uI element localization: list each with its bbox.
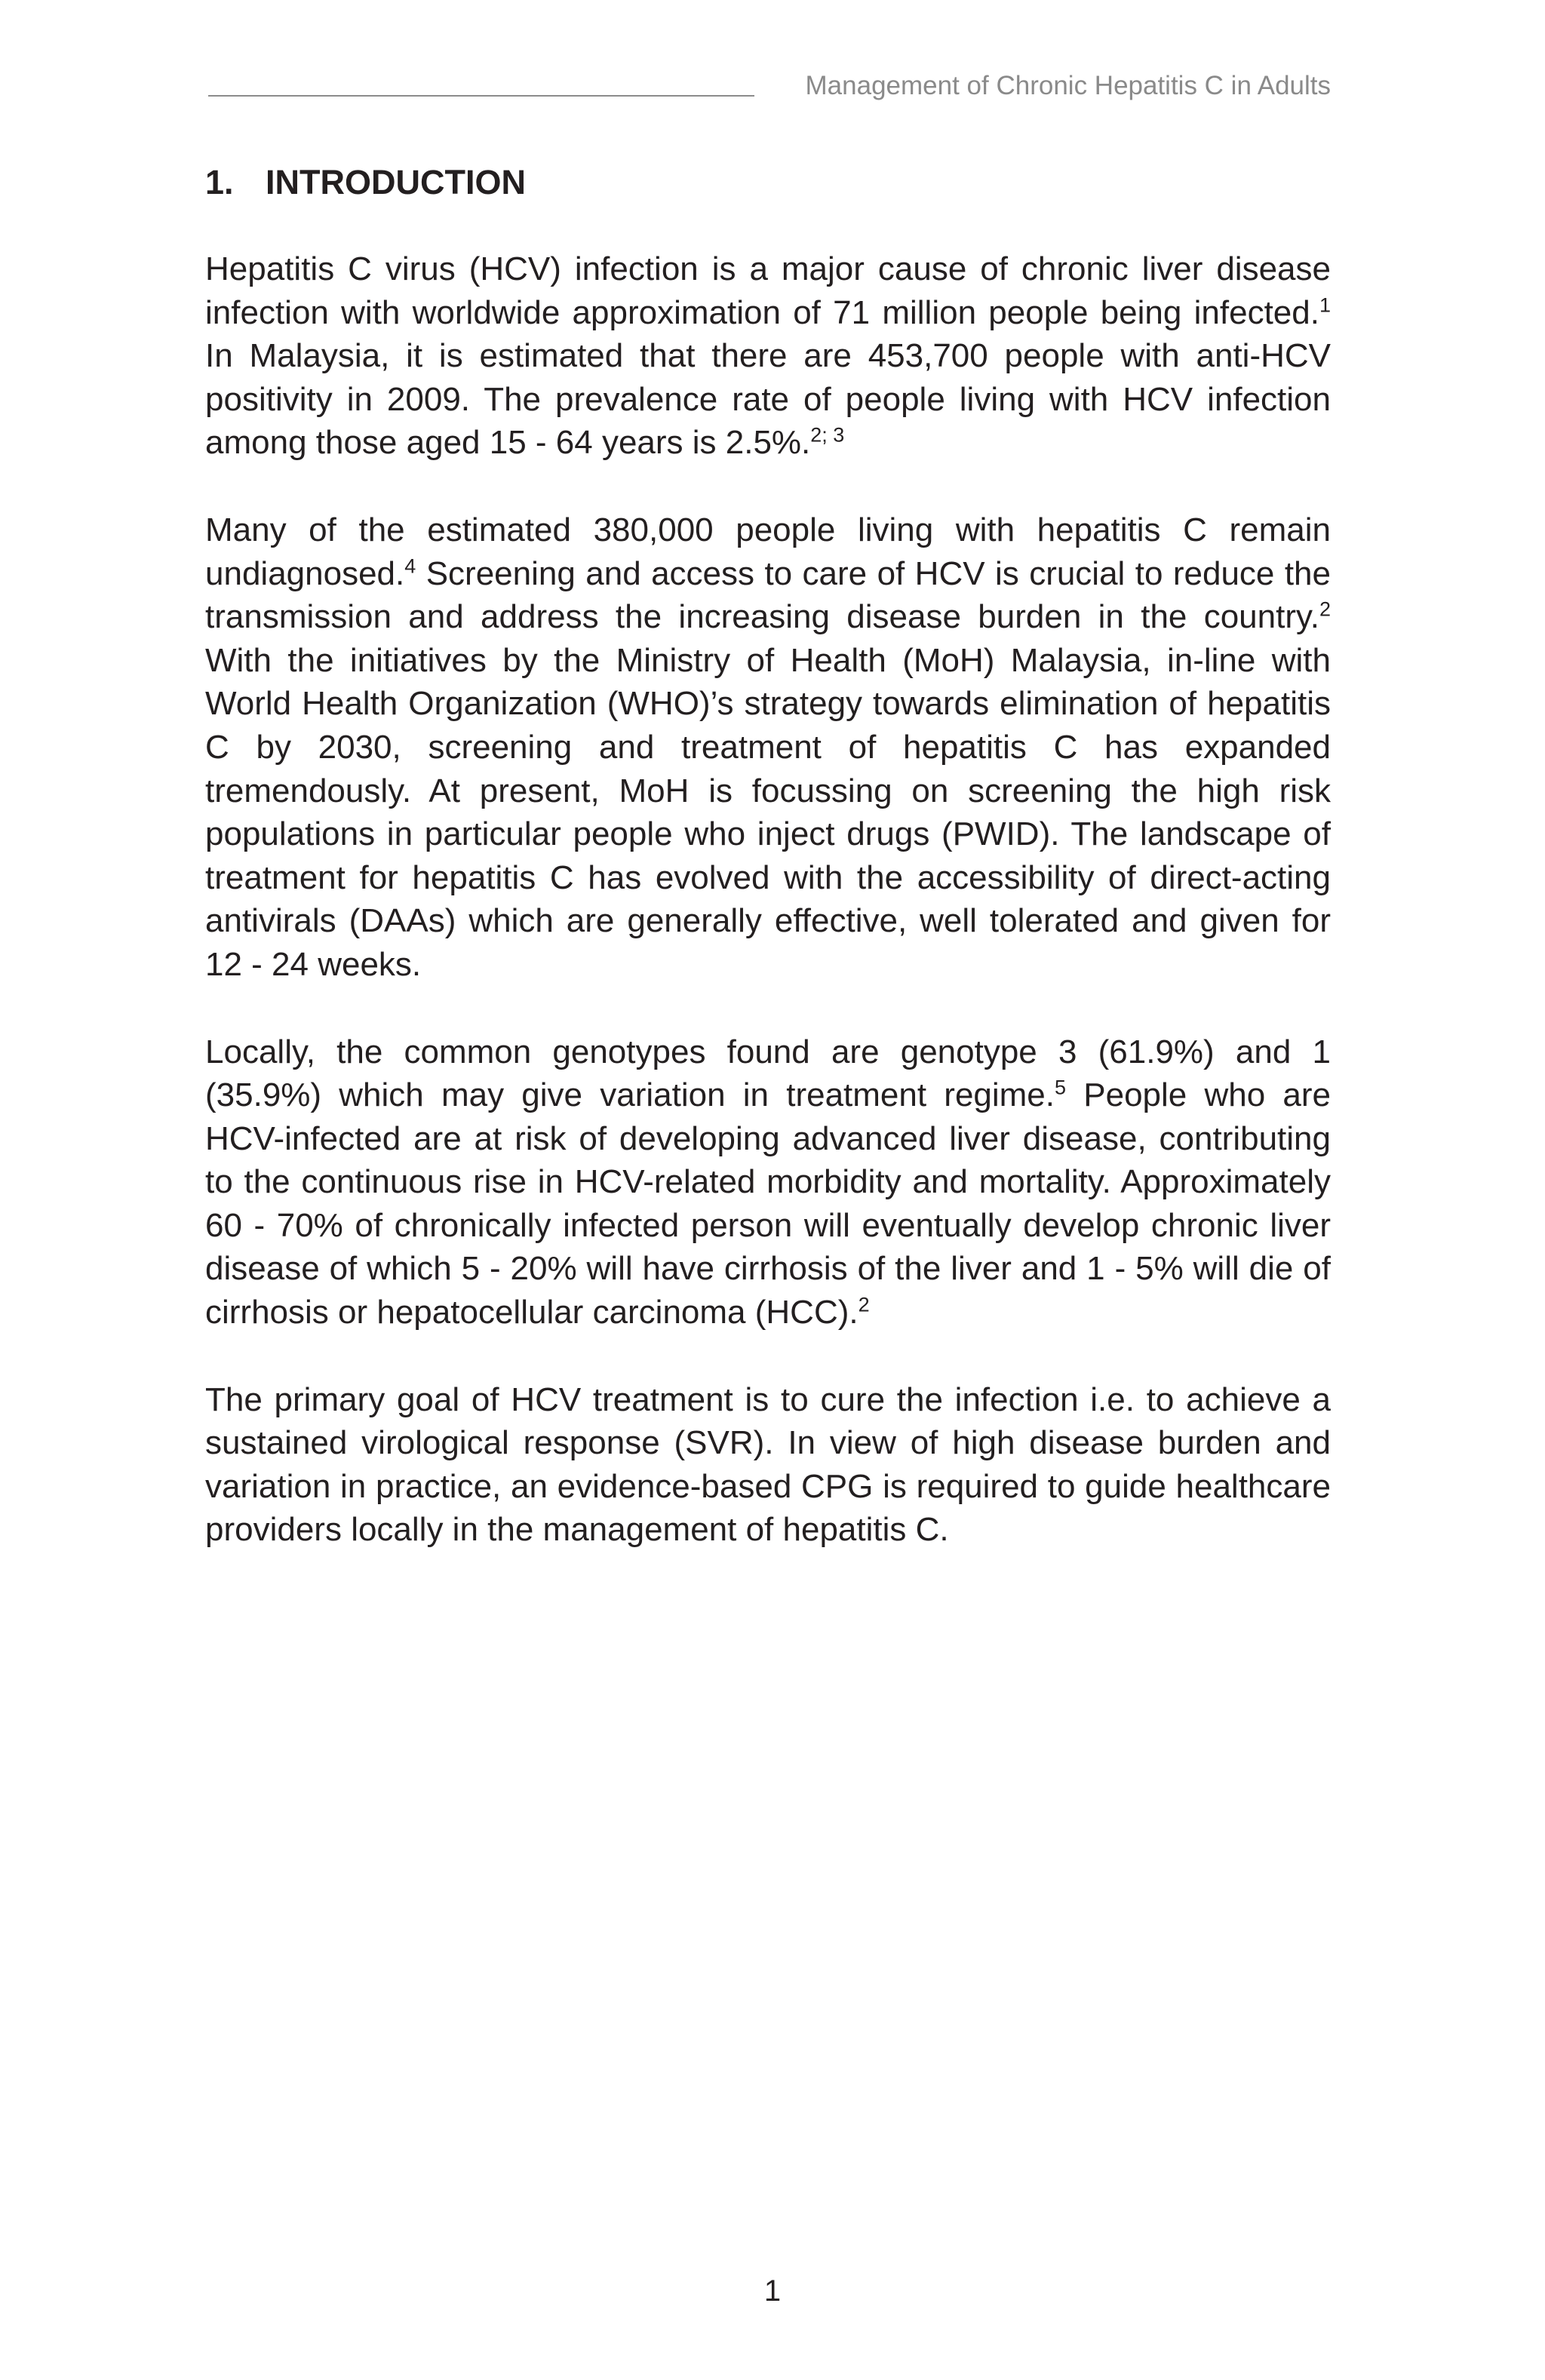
citation-ref: 4: [404, 554, 416, 577]
citation-ref: 2: [858, 1293, 870, 1316]
page-number: 1: [763, 2274, 782, 2308]
paragraph-2-text-a: Many of the estimated 380,000 people living with hepatitis C remain undiagnosed.: [205, 511, 1331, 592]
running-header: Management of Chronic Hepatitis C in Adults: [805, 71, 1331, 100]
paragraph-3: [205, 1030, 1331, 1334]
citation-ref: 2; 3: [810, 423, 845, 447]
header-rule: [208, 95, 754, 97]
paragraph-4-text-a: The primary goal of HCV treatment is to cure the infection i.e. to achieve a sustained virological response (SVR). In view of high disease burden and variation in practice, an evidence-based CPG is required to guide healthcare providers locally in the management of hepatitis C.: [205, 1380, 1331, 1549]
paragraph-2-text-c: With the initiatives by the Ministry of Health (MoH) Malaysia, in-line with World Health Organization (WHO)’s strategy towards elimination of hepatitis C by 2030, screening and treatment of hepatitis C has expanded tremendously. At present, MoH is focussing on screening the high risk populations in particular people who inject drugs (PWID). The landscape of treatment for hepatitis C has evolved with the accessibility of direct-acting antivirals (DAAs) which are generally effective, well tolerated and given for 12 - 24 weeks.: [205, 641, 1331, 983]
body-text: [205, 247, 1331, 1595]
paragraph-1: [205, 247, 1331, 465]
paragraph-3-text-a: Locally, the common genotypes found are genotype 3 (61.9%) and 1 (35.9%) which may give variation in treatment regime.: [205, 1033, 1331, 1114]
section-heading: [205, 163, 526, 202]
paragraph-1-text-b: In Malaysia, it is estimated that there are 453,700 people with anti-HCV positivity in 2009. The prevalence rate of people living with HCV infection among those aged 15 - 64 years is 2.5%.: [205, 337, 1331, 462]
section-title: INTRODUCTION: [266, 163, 526, 201]
paragraph-3-text-b: People who are HCV-infected are at risk of developing advanced liver disease, contributing to the continuous rise in HCV-related morbidity and mortality. Approximately 60 - 70% of chronically infected person will eventually develop chronic liver disease of which 5 - 20% will have cirrhosis of the liver and 1 - 5% will die of cirrhosis or hepatocellular carcinoma (HCC).: [205, 1076, 1331, 1331]
section-number: 1.: [205, 163, 234, 201]
citation-ref: 2: [1319, 597, 1331, 621]
citation-ref: 5: [1055, 1076, 1067, 1099]
paragraph-2: [205, 508, 1331, 987]
paragraph-4: [205, 1378, 1331, 1552]
citation-ref: 1: [1319, 293, 1331, 316]
paragraph-2-text-b: Screening and access to care of HCV is crucial to reduce the transmission and address the increasing disease burden in the country.: [205, 554, 1331, 636]
paragraph-1-text-a: Hepatitis C virus (HCV) infection is a major cause of chronic liver disease infection with worldwide approximation of 71 million people being infected.: [205, 250, 1331, 331]
